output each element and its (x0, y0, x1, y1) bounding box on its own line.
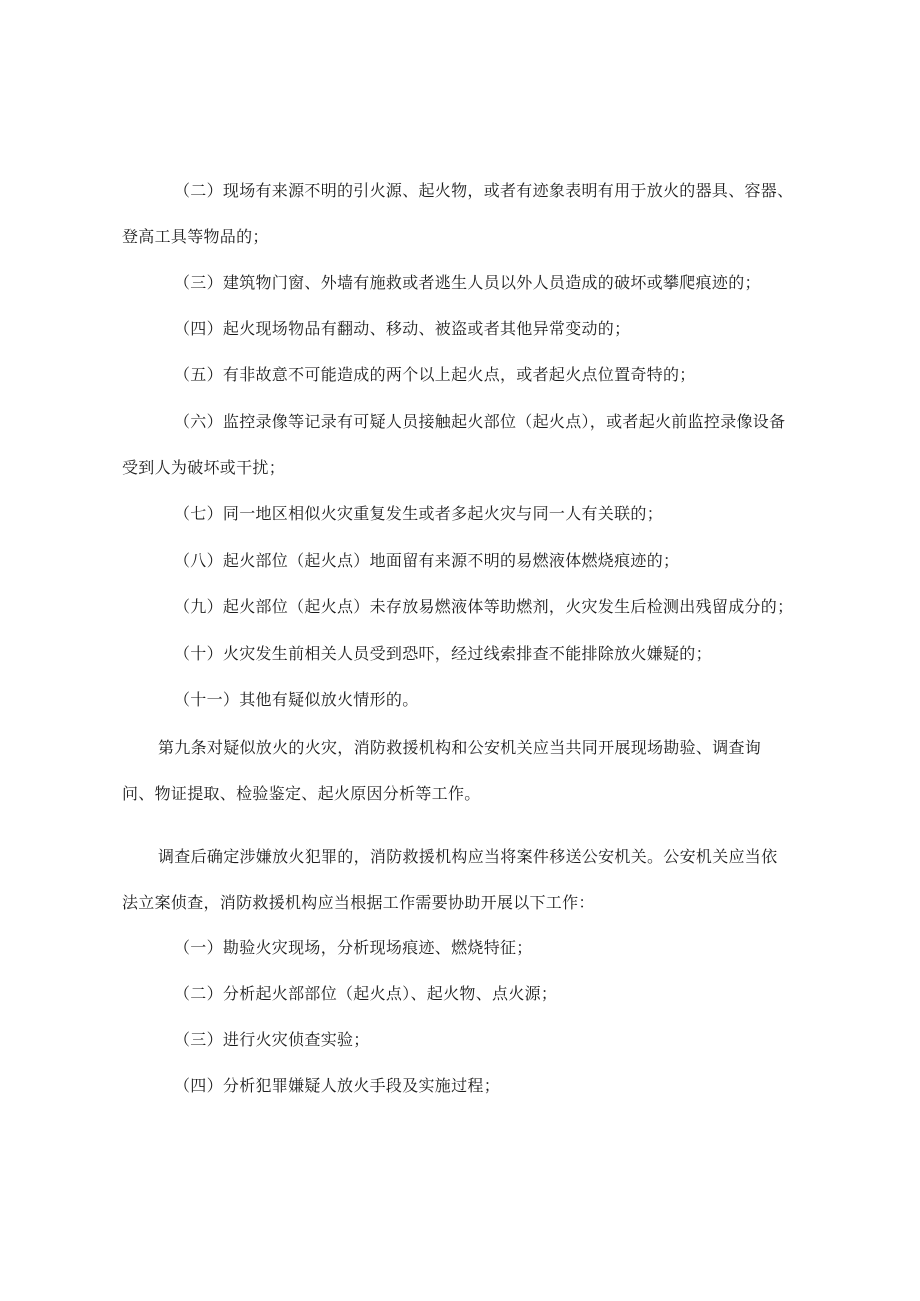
text-line: （四）起火现场物品有翻动、移动、被盗或者其他异常变动的； (174, 319, 631, 338)
text-line: 调查后确定涉嫌放火犯罪的，消防救援机构应当将案件移送公安机关。公安机关应当依 (158, 847, 778, 866)
text-line: （五）有非故意不可能造成的两个以上起火点，或者起火点位置奇特的； (174, 365, 696, 384)
text-line: （七）同一地区相似火灾重复发生或者多起火灾与同一人有关联的； (174, 504, 664, 523)
text-line: 受到人为破坏或干扰； (122, 458, 286, 477)
text-line: （九）起火部位（起火点）未存放易燃液体等助燃剂，火灾发生后检测出残留成分的； (174, 597, 794, 616)
text-line: （八）起火部位（起火点）地面留有来源不明的易燃液体燃烧痕迹的； (174, 551, 680, 570)
text-line: 第九条对疑似放火的火灾，消防救援机构和公安机关应当共同开展现场勘验、调查询 (158, 738, 762, 757)
text-line: （三）进行火灾侦查实验； (174, 1030, 370, 1049)
text-line: 法立案侦查，消防救援机构应当根据工作需要协助开展以下工作： (122, 893, 595, 912)
text-line: （三）建筑物门窗、外墙有施救或者逃生人员以外人员造成的破坏或攀爬痕迹的； (174, 273, 761, 292)
text-line: （一）勘验火灾现场，分析现场痕迹、燃烧特征； (174, 938, 533, 957)
text-line: （四）分析犯罪嫌疑人放火手段及实施过程； (174, 1076, 501, 1095)
text-line: （十）火灾发生前相关人员受到恐吓，经过线索排查不能排除放火嫌疑的； (174, 644, 712, 663)
text-line: （十一）其他有疑似放火情形的。 (174, 690, 419, 709)
text-line: （二）现场有来源不明的引火源、起火物，或者有迹象表明有用于放火的器具、容器、 (174, 181, 794, 200)
text-line: 问、物证提取、检验鉴定、起火原因分析等工作。 (122, 784, 481, 803)
text-line: 登高工具等物品的； (122, 227, 269, 246)
text-line: （六）监控录像等记录有可疑人员接触起火部位（起火点），或者起火前监控录像设备 (174, 412, 786, 431)
text-line: （二）分析起火部部位（起火点）、起火物、点火源； (174, 984, 558, 1003)
